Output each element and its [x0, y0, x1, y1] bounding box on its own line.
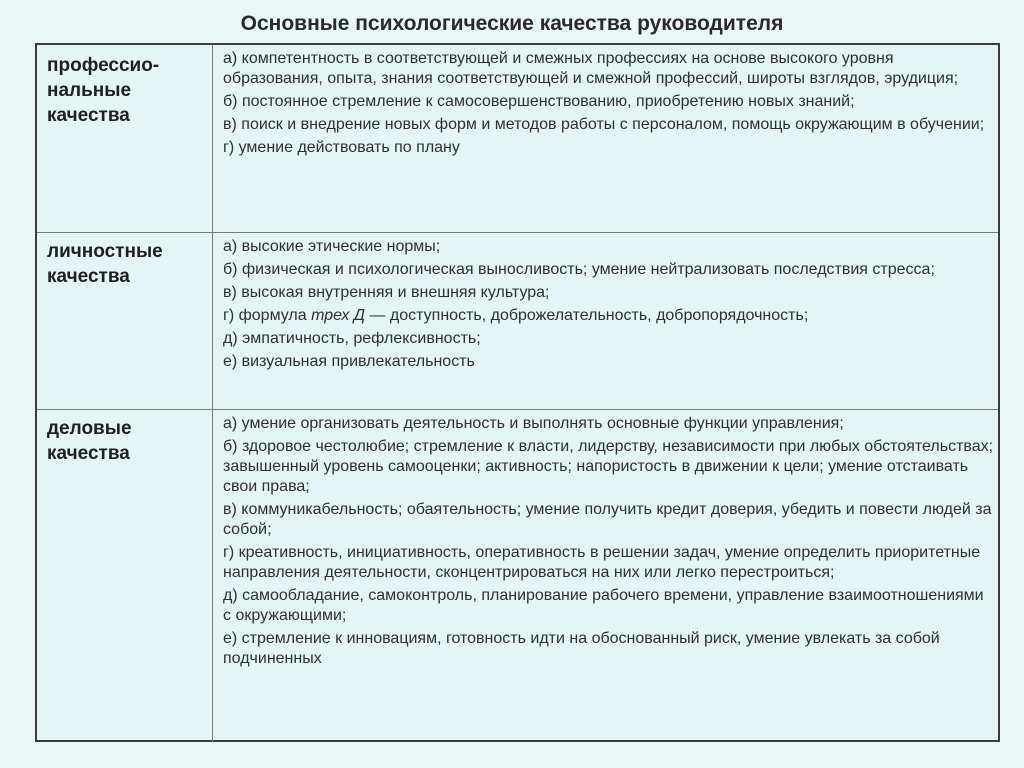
list-item: а) высокие этические нормы; — [223, 238, 441, 255]
list-item: б) физическая и психологическая выносливость; умение нейтрализовать последствия стресса; — [223, 261, 935, 278]
list-item: г) умение действовать по плану — [223, 139, 460, 156]
category-label: деловые качества — [37, 410, 213, 742]
item-text: — доступность, доброжелательность, добропорядочность; — [365, 307, 809, 324]
table-row-personal — [37, 232, 998, 409]
item-text: г) формула — [223, 307, 312, 324]
list-item: б) здоровое честолюбие; стремление к власти, лидерству, независимости при любых обстоятельствах; завышенный уровень самооценки; активность; напористость в движении к цели; умение отстаивать свои права; — [223, 438, 994, 495]
item-emphasis: трех Д — [311, 307, 366, 324]
items-cell — [213, 45, 998, 232]
list-item: д) эмпатичность, рефлексивность; — [223, 330, 481, 347]
list-item — [223, 306, 994, 326]
table-row-business — [37, 409, 998, 742]
table-row-professional — [37, 45, 998, 232]
page-title: Основные психологические качества руководителя — [240, 12, 784, 35]
list-item: а) умение организовать деятельность и выполнять основные функции управления; — [223, 415, 844, 432]
category-label: личностные качества — [37, 233, 213, 409]
list-item: в) высокая внутренняя и внешняя культура; — [223, 284, 550, 301]
category-label: профессио- нальные качества — [37, 45, 213, 232]
list-item: а) компетентность в соответствующей и смежных профессиях на основе высокого уровня образования, опыта, знания соответствующей и смежной профессий, широты взглядов, эрудиция; — [223, 50, 959, 87]
list-item: д) самообладание, самоконтроль, планирование рабочего времени, управление взаимоотношениями с окружающими; — [223, 587, 984, 624]
list-item: е) визуальная привлекательность — [223, 353, 475, 370]
qualities-table — [35, 43, 1000, 742]
list-item: в) коммуникабельность; обаятельность; умение получить кредит доверия, убедить и повести людей за собой; — [223, 501, 992, 538]
list-item: е) стремление к инновациям, готовность идти на обоснованный риск, умение увлекать за собой подчиненных — [223, 630, 940, 667]
list-item: г) креативность, инициативность, оперативность в решении задач, умение определить приоритетные направления деятельности, сконцентрироваться на них или легко перестроиться; — [223, 544, 981, 581]
list-item: в) поиск и внедрение новых форм и методов работы с персоналом, помощь окружающим в обучении; — [223, 116, 985, 133]
list-item: б) постоянное стремление к самосовершенствованию, приобретению новых знаний; — [223, 93, 855, 110]
items-cell — [213, 410, 998, 742]
items-cell — [213, 233, 998, 409]
